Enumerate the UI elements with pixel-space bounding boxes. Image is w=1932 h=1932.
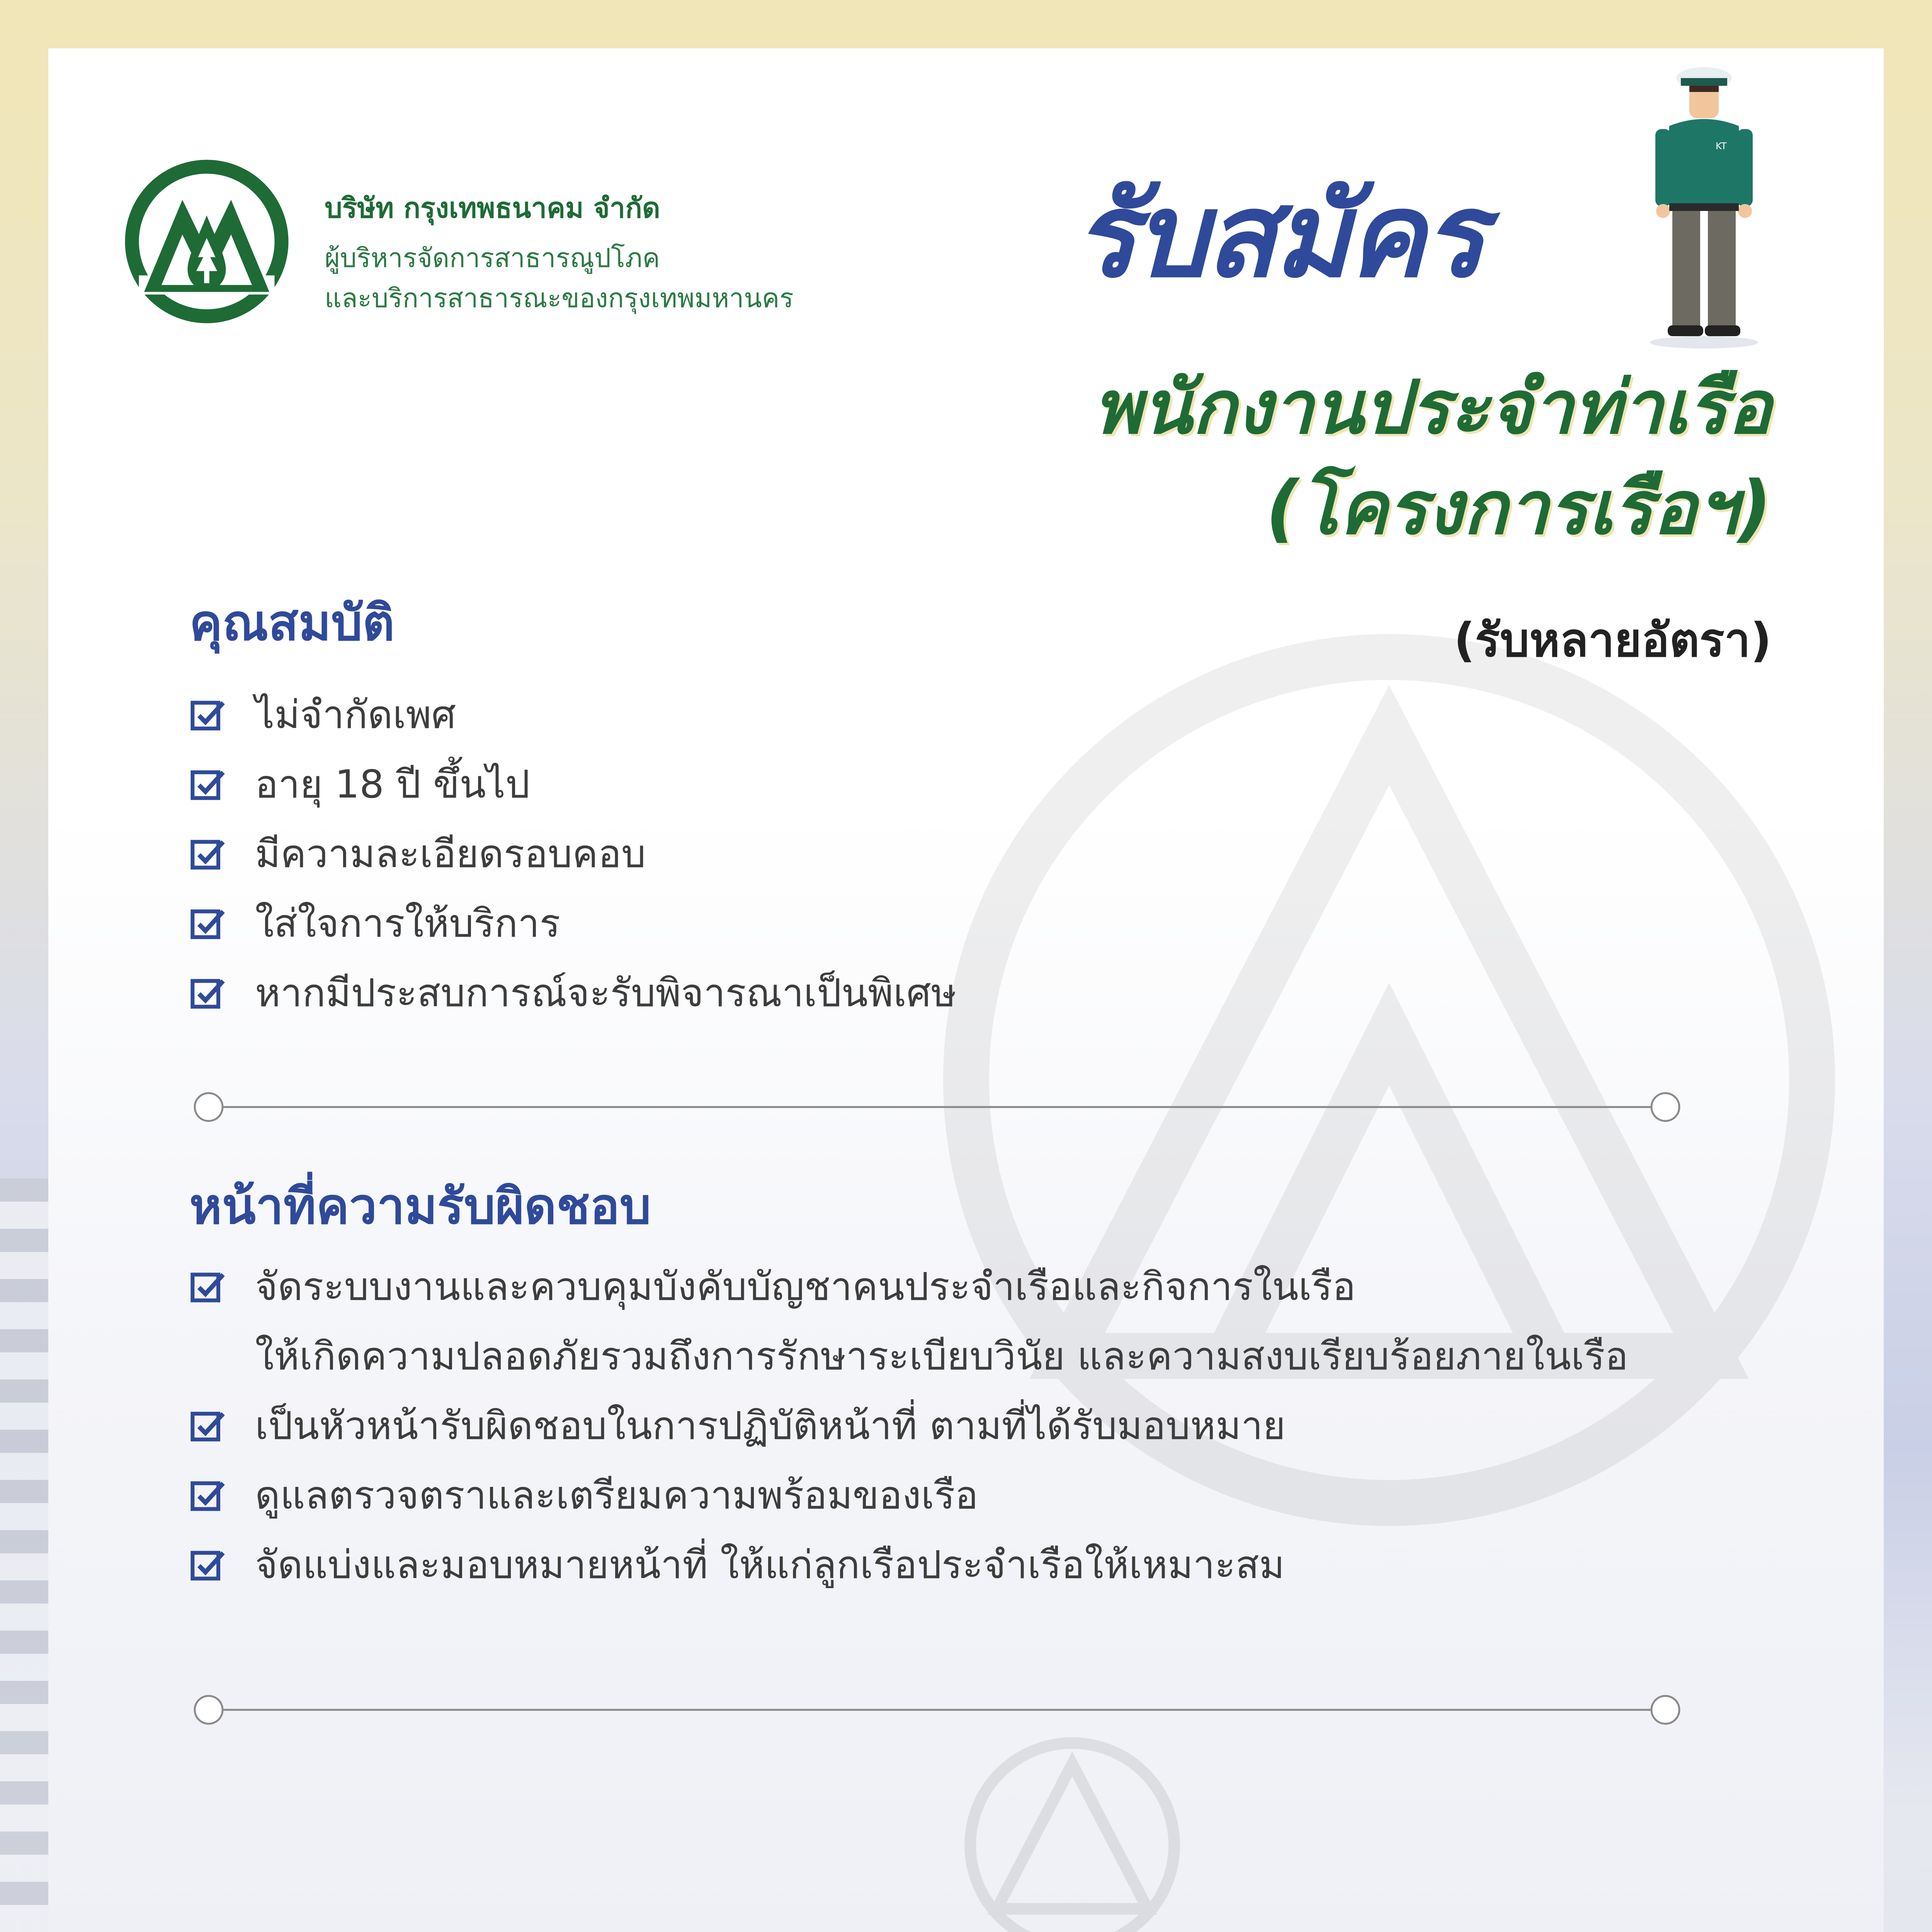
qualification-text: อายุ 18 ปี ขึ้นไป [255,762,530,807]
circle-line-divider [193,1092,1681,1122]
list-item [189,1252,1628,1391]
company-name: บริษัท กรุงเทพธนาคม จำกัด [325,192,660,224]
duty-text: เป็นหัวหน้ารับผิดชอบในการปฏิบัติหน้าที่ ตามที่ได้รับมอบหมาย [255,1403,1286,1448]
building-logo-watermark [956,1729,1188,1932]
job-project-title: (โครงการเรือฯ) [1265,465,1772,551]
duties-heading: หน้าที่ความรับผิดชอบ [189,1178,651,1235]
checkbox-checked-icon [189,975,228,1013]
list-item [189,958,956,1028]
company-tagline-2: และบริการสาธารณะของกรุงเทพมหานคร [325,283,794,314]
page-title: รับสมัคร [1074,168,1483,303]
staff-illustration [1638,58,1770,352]
duty-text: จัดแบ่งและมอบหมายหน้าที่ ให้แก่ลูกเรือประจำเรือให้เหมาะสม [255,1542,1285,1587]
qualification-text: มีความละเอียดรอบคอบ [255,831,646,876]
checkbox-checked-icon [189,1407,228,1446]
duty-text-line-2: ให้เกิดความปลอดภัยรวมถึงการรักษาระเบียบวินัย และความสงบเรียบร้อยภายในเรือ [255,1333,1628,1379]
company-logo [120,155,294,328]
duty-text [255,1252,1628,1391]
circle-line-divider [193,1694,1681,1725]
guard-badge-text: KT [1716,141,1727,151]
openings-note: (รับหลายอัตรา) [1454,614,1772,667]
company-block [325,185,794,319]
checkbox-checked-icon [189,766,228,804]
list-item [189,750,956,819]
checkbox-checked-icon [189,696,228,735]
list-item [189,819,956,889]
job-position-title: พนักงานประจำท่าเรือ [1093,365,1772,450]
list-item [189,1461,1628,1530]
list-item [189,680,956,750]
checkbox-checked-icon [189,835,228,874]
list-item [189,1391,1628,1461]
checkbox-checked-icon [189,1268,228,1307]
duty-text: ดูแลตรวจตราและเตรียมความพร้อมของเรือ [255,1473,978,1518]
list-item [189,889,956,958]
qualification-text: ไม่จำกัดเพศ [255,692,456,737]
qualifications-heading: คุณสมบัติ [189,594,395,652]
duty-text-line-1: จัดระบบงานและควบคุมบังคับบัญชาคนประจำเรือและกิจการในเรือ [255,1264,1356,1309]
checkbox-checked-icon [189,905,228,944]
company-tagline-1: ผู้บริหารจัดการสาธารณูปโภค [325,243,660,274]
checkbox-checked-icon [189,1477,228,1515]
duties-list [189,1252,1628,1600]
qualification-text: ใส่ใจการให้บริการ [255,901,561,946]
list-item [189,1530,1628,1600]
qualifications-list [189,680,956,1028]
checkbox-checked-icon [189,1546,228,1585]
qualification-text: หากมีประสบการณ์จะรับพิจารณาเป็นพิเศษ [255,970,957,1015]
